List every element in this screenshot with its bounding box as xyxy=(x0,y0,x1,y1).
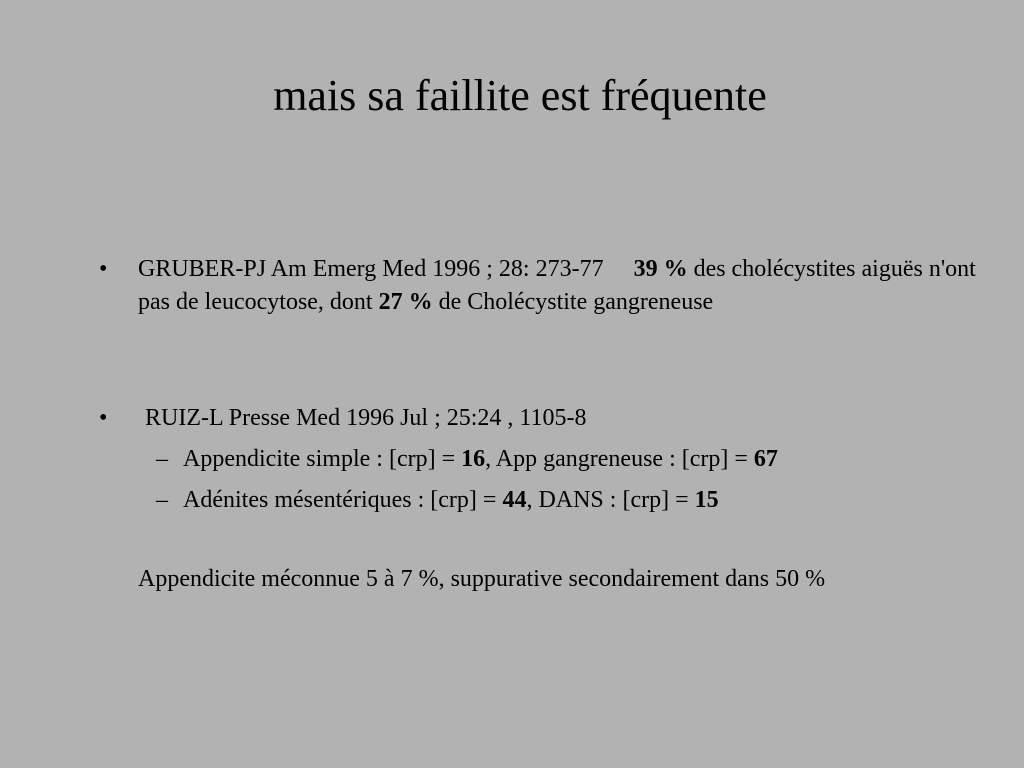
appendicite-simple-crp-value: 16 xyxy=(461,446,486,472)
sub-bullet-marker: – xyxy=(156,487,168,513)
slide-title: mais sa faillite est fréquente xyxy=(273,71,767,120)
gruber-percent-no-leucocytosis: 39 % xyxy=(633,256,688,282)
adenites-crp-value: 44 xyxy=(502,487,527,513)
dans-crp-value: 15 xyxy=(694,487,719,513)
bullet-gruber-text xyxy=(138,253,978,319)
appendicite-label-a: Appendicite simple : [crp] = xyxy=(183,446,462,472)
appendicite-gangreneuse-crp-value: 67 xyxy=(753,446,778,472)
appendicite-label-b: , App gangreneuse : [crp] = xyxy=(485,446,754,472)
gruber-text-b: de Cholécystite gangreneuse xyxy=(438,289,714,315)
gruber-text-a: des cholécystites aiguës n'ont pas de leucocytose, dont xyxy=(138,256,976,315)
bullet-marker: • xyxy=(99,405,108,431)
sub-bullet-appendicite-text xyxy=(183,443,778,476)
adenites-label-a: Adénites mésentériques : [crp] = xyxy=(183,487,503,513)
conclusion-text: Appendicite méconnue 5 à 7 %, suppurative secondairement dans 50 % xyxy=(138,566,826,592)
bullet-marker: • xyxy=(99,256,108,282)
adenites-label-b: , DANS : [crp] = xyxy=(526,487,695,513)
gruber-percent-gangrenous: 27 % xyxy=(378,289,433,315)
sub-bullet-marker: – xyxy=(156,446,168,472)
ruiz-reference: RUIZ-L Presse Med 1996 Jul ; 25:24 , 1105-8 xyxy=(145,405,587,431)
sub-bullet-adenites-text xyxy=(183,484,719,517)
gruber-reference: GRUBER-PJ Am Emerg Med 1996 ; 28: 273-77 xyxy=(138,256,604,282)
